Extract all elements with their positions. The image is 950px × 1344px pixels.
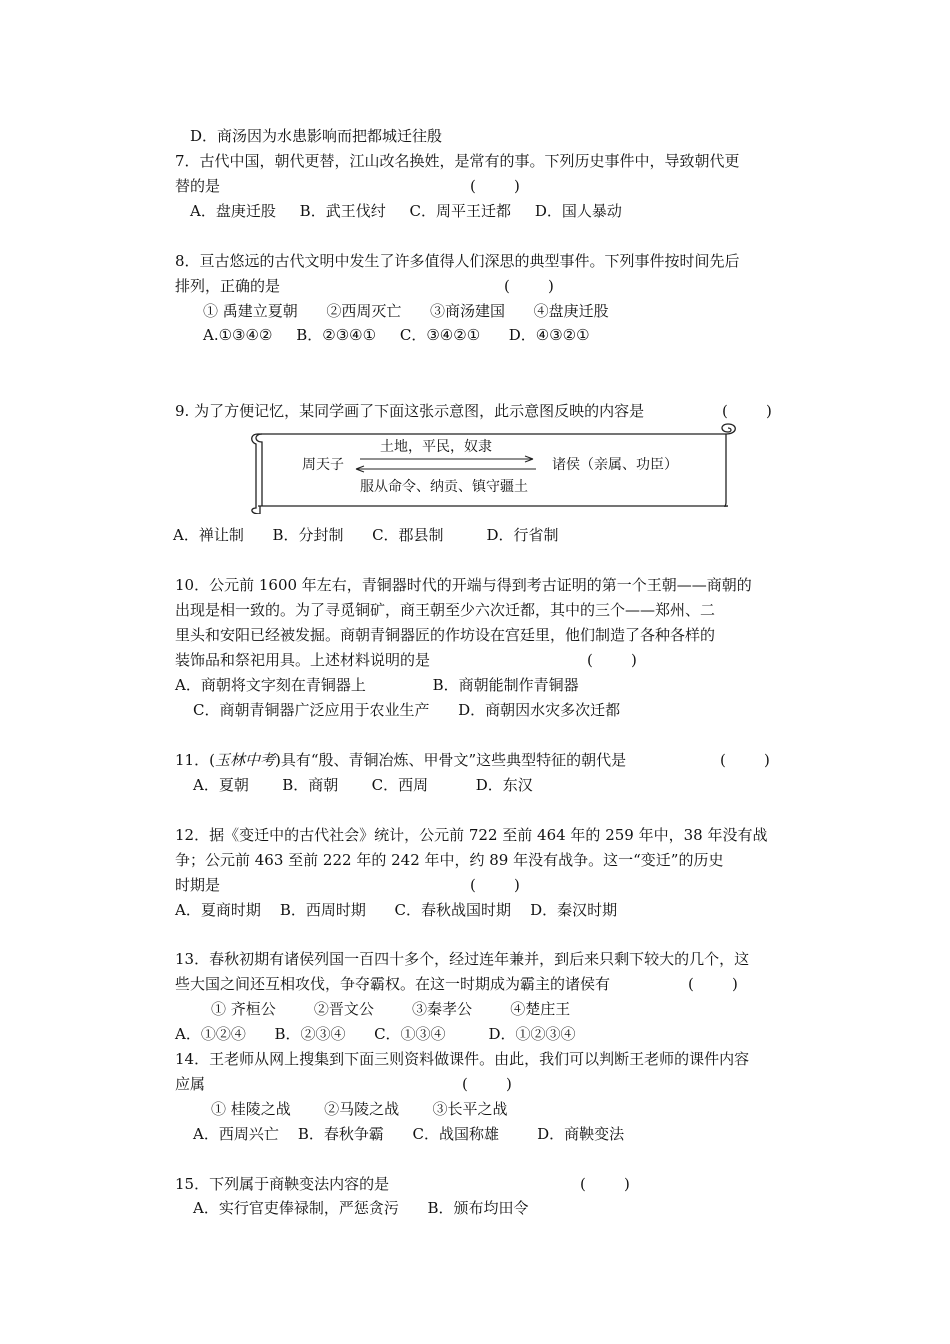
q12-options: A．夏商时期 B．西周时期 C．春秋战国时期 D．秦汉时期	[175, 901, 618, 919]
q7-stem-line1: 7．古代中国，朝代更替，江山改名换姓，是常有的事。下列历史事件中，导致朝代更	[175, 152, 740, 170]
q11-stem	[175, 750, 626, 770]
q10-stem-line2: 出现是相一致的。为了寻觅铜矿，商王朝至少六次迁都，其中的三个——郑州、二	[175, 601, 716, 619]
q11-prefix: 11．(	[175, 751, 215, 769]
q7-answer-blank: ( )	[470, 177, 520, 195]
q13-stem-line1: 13．春秋初期有诸侯列国一百四十多个，经过连年兼并，到后来只剩下较大的几个，这	[175, 950, 750, 968]
q14-options: A．西周兴亡 B．春秋争霸 C．战国称雄 D．商鞅变法	[193, 1125, 625, 1143]
q9-label-bottom-arrow: 服从命令、纳贡、镇守疆土	[360, 479, 528, 495]
q13-stem-line2: 些大国之间还互相攻伐，争夺霸权。在这一时期成为霸主的诸侯有	[175, 975, 611, 993]
q9-options: A．禅让制 B．分封制 C．郡县制 D．行省制	[173, 526, 559, 544]
q12-stem-line2: 争；公元前 463 至前 222 年的 242 年中，约 89 年没有战争。这一“变迁”的历史	[175, 851, 724, 869]
q10-answer-blank: ( )	[587, 651, 637, 669]
q13-items: ① 齐桓公 ②晋文公 ③秦孝公 ④楚庄王	[211, 1000, 571, 1018]
q9-label-top-arrow: 土地，平民，奴隶	[380, 439, 492, 455]
q8-stem-line2: 排列，正确的是	[175, 277, 281, 295]
q10-stem-line3: 里头和安阳已经被发掘。商朝青铜器匠的作坊设在宫廷里，他们制造了各种各样的	[175, 626, 716, 644]
q15-answer-blank: ( )	[580, 1175, 630, 1193]
q6-option-d: D．商汤因为水患影响而把都城迁往殷	[190, 127, 443, 145]
q8-options: A.①③④② B．②③④① C．③④②① D．④③②①	[203, 326, 590, 344]
q13-answer-blank: ( )	[688, 975, 738, 993]
q13-options: A．①②④ B．②③④ C．①③④ D．①②③④	[175, 1025, 576, 1043]
q10-stem-line1: 10．公元前 1600 年左右，青铜器时代的开端与得到考古证明的第一个王朝——商朝的	[175, 576, 752, 594]
q15-stem: 15．下列属于商鞅变法内容的是	[175, 1175, 390, 1193]
q8-items: ① 禹建立夏朝 ②西周灭亡 ③商汤建国 ④盘庚迁股	[203, 302, 609, 320]
q9-stem: 9. 为了方便记忆，某同学画了下面这张示意图，此示意图反映的内容是	[175, 402, 645, 420]
q10-stem-line4: 装饰品和祭祀用具。上述材料说明的是	[175, 651, 431, 669]
q11-stem-text: )具有“殷、青铜冶炼、甲骨文”这些典型特征的朝代是	[274, 751, 627, 769]
q9-scroll-diagram	[248, 422, 738, 514]
q11-source: 玉林中考	[214, 751, 275, 769]
q14-items: ① 桂陵之战 ②马陵之战 ③长平之战	[211, 1100, 508, 1118]
q14-stem-line1: 14．王老师从网上搜集到下面三则资料做课件。由此，我们可以判断王老师的课件内容	[175, 1050, 750, 1068]
q9-answer-blank: ( )	[722, 402, 772, 420]
q12-stem-line3: 时期是	[175, 876, 221, 894]
q11-options: A．夏朝 B．商朝 C．西周 D．东汉	[193, 776, 533, 794]
q8-stem-line1: 8．亘古悠远的古代文明中发生了许多值得人们深思的典型事件。下列事件按时间先后	[175, 252, 740, 270]
q7-options: A．盘庚迁股 B．武王伐纣 C．周平王迁都 D．国人暴动	[190, 202, 622, 220]
q14-stem-line2: 应属	[175, 1075, 206, 1093]
q12-stem-line1: 12．据《变迁中的古代社会》统计，公元前 722 至前 464 年的 259 年中，38 年没有战	[175, 826, 768, 844]
q10-options-ab: A．商朝将文字刻在青铜器上 B．商朝能制作青铜器	[175, 676, 579, 694]
q9-label-left: 周天子	[302, 457, 344, 473]
q9-label-right: 诸侯（亲属、功臣）	[552, 457, 678, 473]
q14-answer-blank: ( )	[462, 1075, 512, 1093]
q8-answer-blank: ( )	[504, 277, 554, 295]
q11-answer-blank: ( )	[720, 751, 770, 769]
q15-options: A．实行官吏俸禄制，严惩贪污 B．颁布均田令	[193, 1199, 529, 1217]
q10-options-cd: C．商朝青铜器广泛应用于农业生产 D．商朝因水灾多次迁都	[193, 701, 621, 719]
q7-stem-line2: 替的是	[175, 177, 221, 195]
q12-answer-blank: ( )	[470, 876, 520, 894]
